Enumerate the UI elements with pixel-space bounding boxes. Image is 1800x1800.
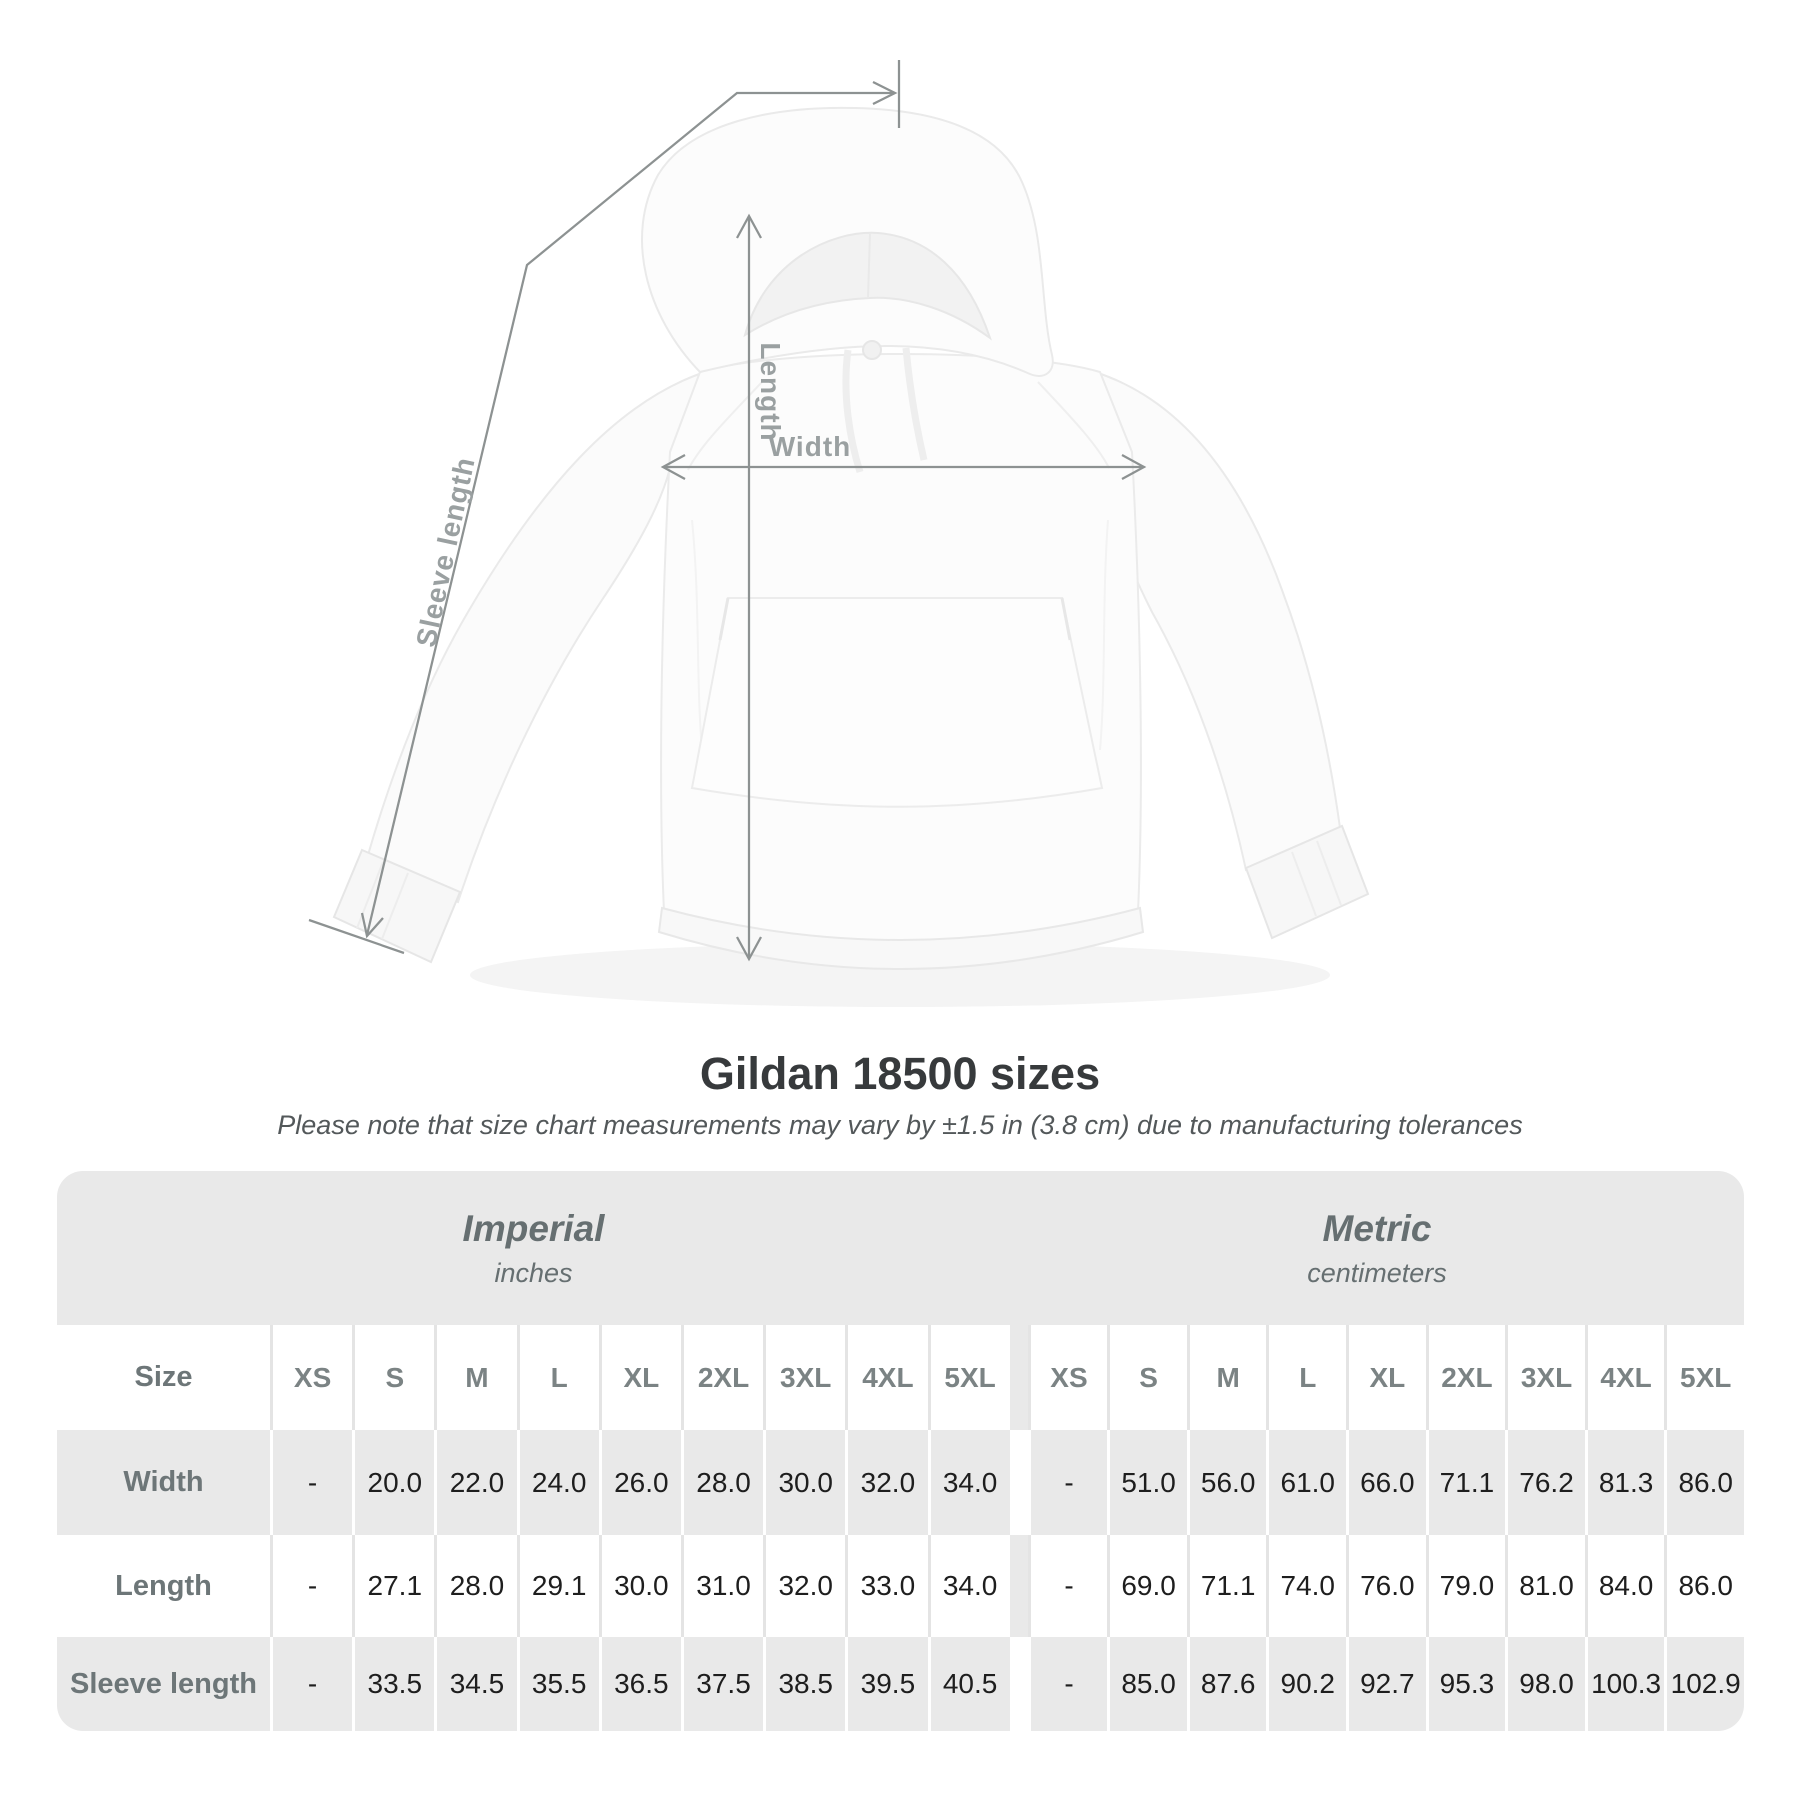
size-column-header: XS (1028, 1325, 1108, 1430)
value-cell: 22.0 (434, 1430, 516, 1535)
value-cell: 26.0 (599, 1430, 681, 1535)
value-cell: 33.0 (845, 1535, 927, 1637)
value-cell: 38.5 (763, 1637, 845, 1731)
value-cell: - (270, 1535, 352, 1637)
value-cell: - (270, 1430, 352, 1535)
value-cell: 71.1 (1426, 1430, 1506, 1535)
value-cell: 95.3 (1426, 1637, 1506, 1731)
value-cell: 76.2 (1505, 1430, 1585, 1535)
size-chart-table (57, 1171, 1744, 1731)
value-cell: 34.0 (928, 1535, 1010, 1637)
value-cell: 28.0 (434, 1535, 516, 1637)
value-cell: 33.5 (352, 1637, 434, 1731)
page-subtitle: Please note that size chart measurements may vary by ±1.5 in (3.8 cm) due to manufacturing tolerances (277, 1110, 1523, 1140)
size-column-header: XL (599, 1325, 681, 1430)
size-column-header: S (1107, 1325, 1187, 1430)
value-cell: 40.5 (928, 1637, 1010, 1731)
value-cell: 56.0 (1187, 1430, 1267, 1535)
size-column-header: L (517, 1325, 599, 1430)
length-row (57, 1535, 1744, 1637)
value-cell: 69.0 (1107, 1535, 1187, 1637)
value-cell: 92.7 (1346, 1637, 1426, 1731)
size-column-header: S (352, 1325, 434, 1430)
value-cell: 32.0 (763, 1535, 845, 1637)
imperial-section-header (57, 1171, 1010, 1325)
value-cell: 28.0 (681, 1430, 763, 1535)
section-divider (1010, 1637, 1028, 1731)
size-column-header: 5XL (1664, 1325, 1744, 1430)
row-label: Size (134, 1361, 193, 1393)
section-divider (1010, 1535, 1028, 1637)
value-cell: 86.0 (1664, 1430, 1744, 1535)
value-cell: 102.9 (1664, 1637, 1744, 1731)
hoodie-pocket (692, 598, 1102, 807)
metric-subtitle: centimeters (1307, 1257, 1447, 1288)
value-cell: 98.0 (1505, 1637, 1585, 1731)
page-title: Gildan 18500 sizes (699, 1048, 1101, 1099)
imperial-subtitle: inches (494, 1257, 573, 1288)
value-cell: 27.1 (352, 1535, 434, 1637)
sleeve-length-annotation-label: Sleeve length (410, 454, 481, 650)
metric-section-header (1010, 1171, 1744, 1325)
value-cell: 61.0 (1266, 1430, 1346, 1535)
value-cell: 85.0 (1107, 1637, 1187, 1731)
size-column-header: 3XL (763, 1325, 845, 1430)
size-header-row (57, 1325, 1744, 1430)
value-cell: 39.5 (845, 1637, 927, 1731)
value-cell: 51.0 (1107, 1430, 1187, 1535)
value-cell: 31.0 (681, 1535, 763, 1637)
value-cell: 20.0 (352, 1430, 434, 1535)
width-annotation-label: Width (768, 431, 852, 462)
size-column-header: M (434, 1325, 516, 1430)
value-cell: 32.0 (845, 1430, 927, 1535)
section-divider (1010, 1430, 1028, 1535)
size-column-header: L (1266, 1325, 1346, 1430)
section-divider (1010, 1325, 1028, 1430)
value-cell: - (1028, 1637, 1108, 1731)
value-cell: 86.0 (1664, 1535, 1744, 1637)
size-column-header: 5XL (928, 1325, 1010, 1430)
value-cell: 100.3 (1585, 1637, 1665, 1731)
size-column-header: XL (1346, 1325, 1426, 1430)
value-cell: 24.0 (517, 1430, 599, 1535)
value-cell: 90.2 (1266, 1637, 1346, 1731)
row-label: Sleeve length (57, 1637, 270, 1731)
size-column-header: 4XL (845, 1325, 927, 1430)
size-column-header: 3XL (1505, 1325, 1585, 1430)
value-cell: - (1028, 1430, 1108, 1535)
value-cell: 30.0 (763, 1430, 845, 1535)
value-cell: - (270, 1637, 352, 1731)
value-cell: 34.0 (928, 1430, 1010, 1535)
units-header-band (57, 1171, 1744, 1325)
hoodie-hood (642, 108, 1053, 376)
value-cell: 66.0 (1346, 1430, 1426, 1535)
size-column-header: XS (270, 1325, 352, 1430)
sleeve-length-row (57, 1637, 1744, 1731)
value-cell: 36.5 (599, 1637, 681, 1731)
row-label: Width (57, 1430, 270, 1535)
metric-title: Metric (1322, 1207, 1432, 1249)
imperial-title: Imperial (462, 1207, 605, 1249)
value-cell: 76.0 (1346, 1535, 1426, 1637)
value-cell: 84.0 (1585, 1535, 1665, 1637)
value-cell: 29.1 (517, 1535, 599, 1637)
value-cell: 71.1 (1187, 1535, 1267, 1637)
value-cell: 87.6 (1187, 1637, 1267, 1731)
size-column-header: 2XL (681, 1325, 763, 1430)
value-cell: 74.0 (1266, 1535, 1346, 1637)
value-cell: 37.5 (681, 1637, 763, 1731)
width-row (57, 1430, 1744, 1535)
value-cell: 79.0 (1426, 1535, 1506, 1637)
size-column-header: M (1187, 1325, 1267, 1430)
value-cell: 30.0 (599, 1535, 681, 1637)
value-cell: 81.0 (1505, 1535, 1585, 1637)
size-column-header: 2XL (1426, 1325, 1506, 1430)
size-column-header: 4XL (1585, 1325, 1665, 1430)
row-label: Length (115, 1569, 212, 1602)
value-cell: 81.3 (1585, 1430, 1665, 1535)
value-cell: - (1028, 1535, 1108, 1637)
value-cell: 34.5 (434, 1637, 516, 1731)
value-cell: 35.5 (517, 1637, 599, 1731)
hoodie-left-sleeve (334, 372, 705, 962)
length-annotation-label: Length (755, 342, 786, 442)
